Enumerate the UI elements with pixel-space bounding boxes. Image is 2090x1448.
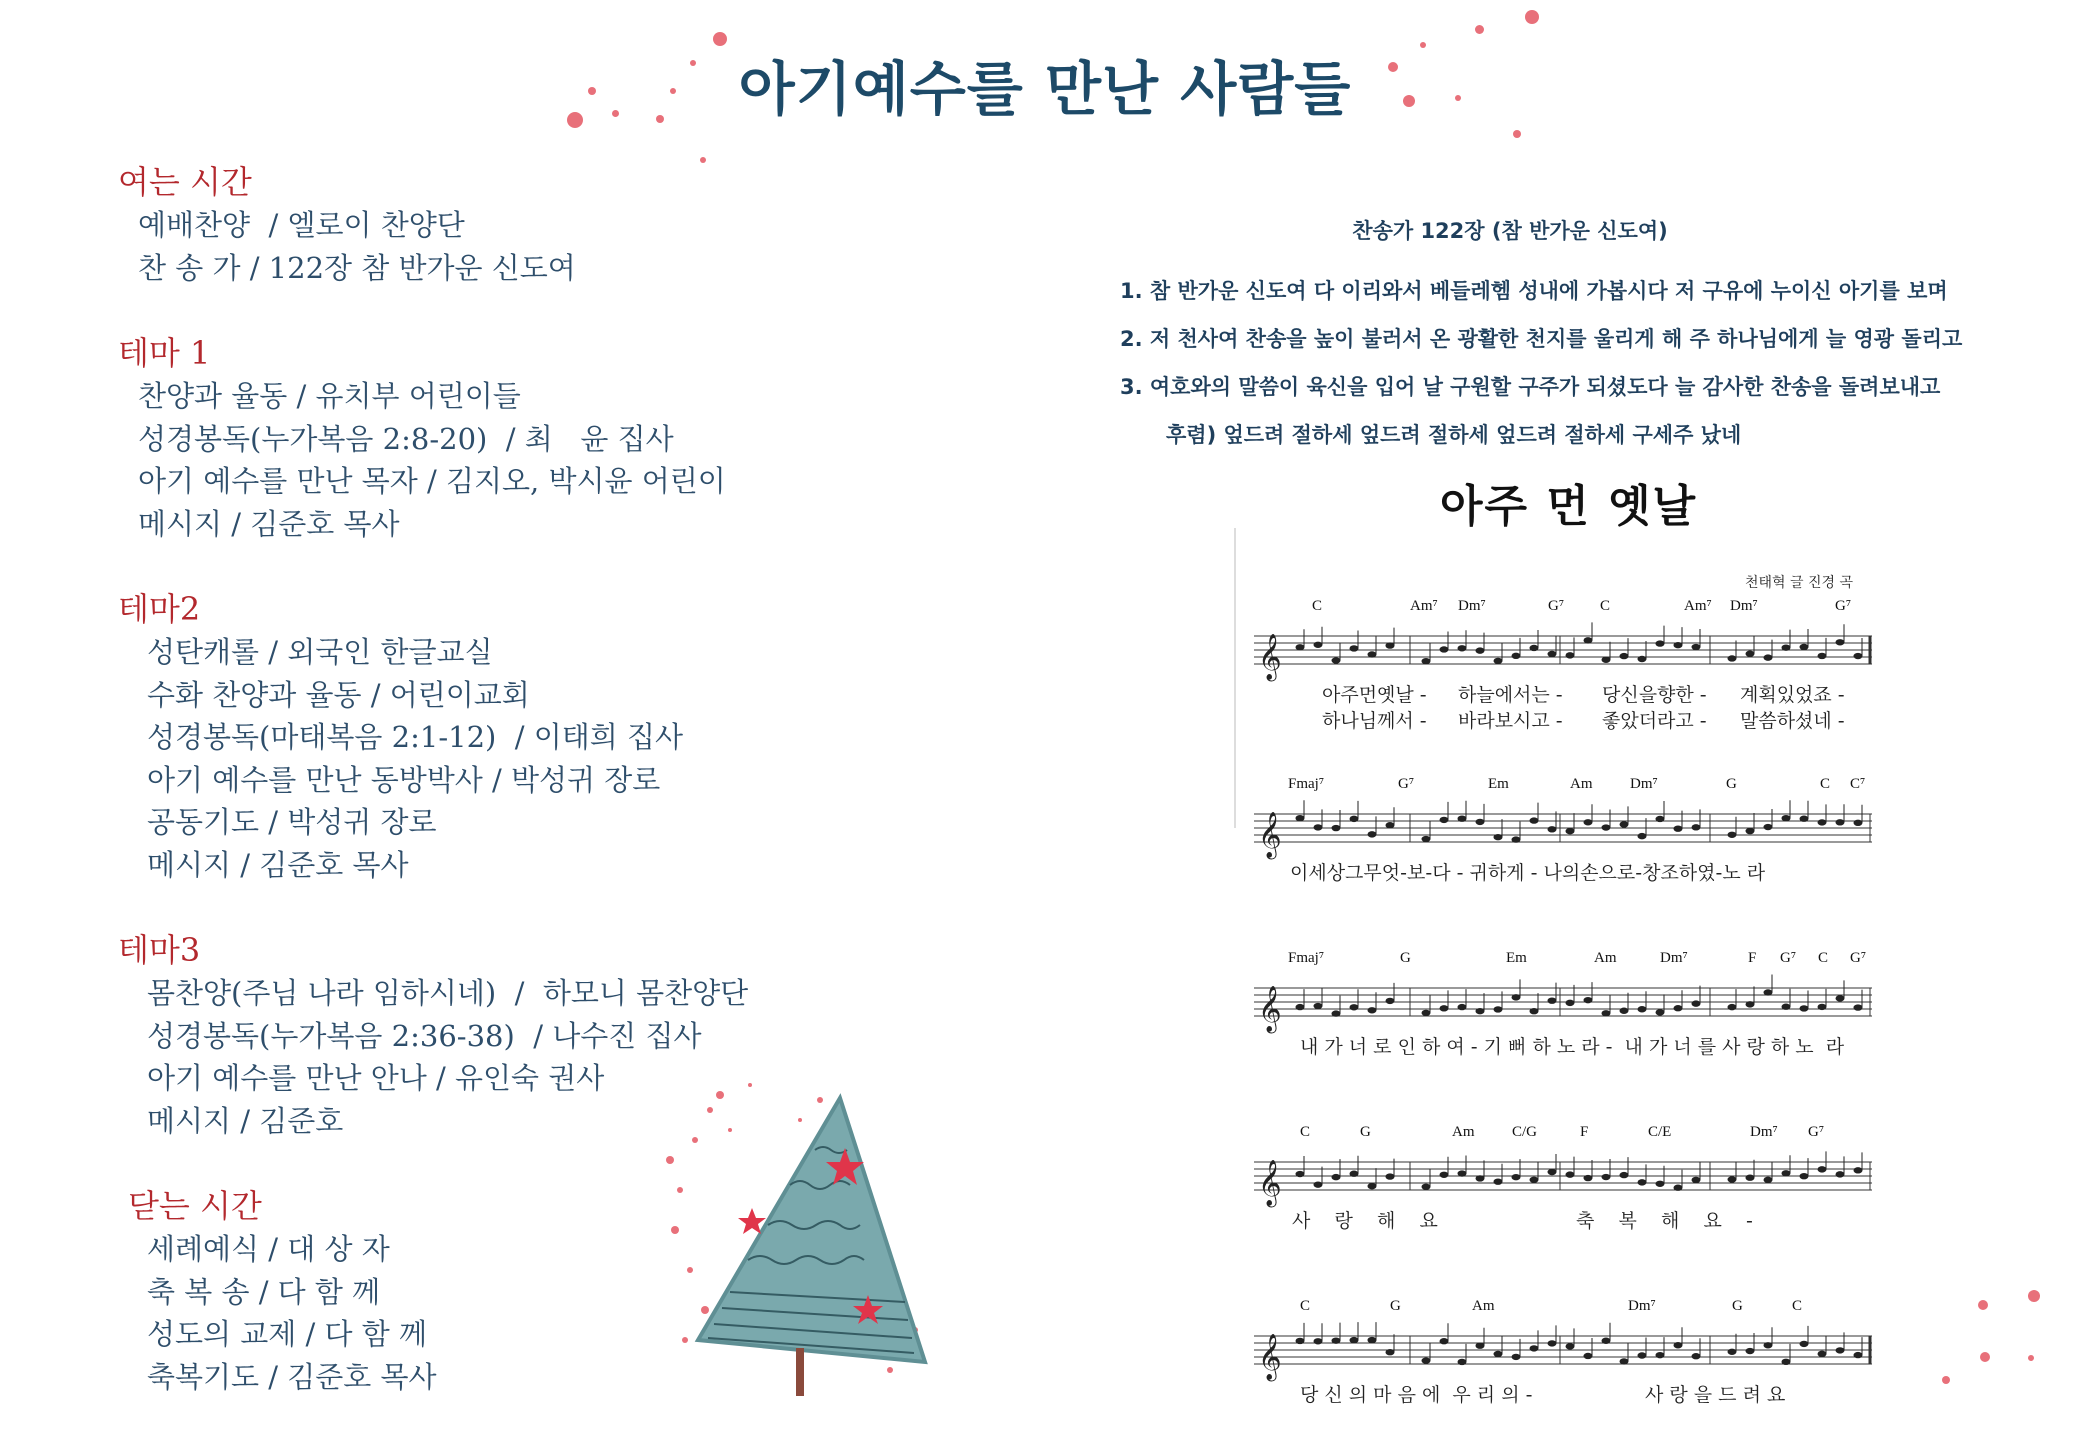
chord: Am⁷ [1410, 598, 1438, 614]
lyric: 하늘에서는 - [1458, 684, 1563, 706]
chord: C [1300, 1298, 1311, 1314]
chord: G⁷ [1808, 1124, 1825, 1140]
section-heading: 테마3 [118, 931, 201, 969]
music-staff [1250, 1148, 1880, 1208]
program-item: 세례예식 / 대 상 자 [147, 1232, 390, 1266]
christmas-tree-icon [650, 1080, 980, 1400]
lyric: 바라보시고 - [1458, 710, 1563, 732]
chord-row [1250, 950, 1880, 974]
lyric: 사 랑 해 요 [1292, 1210, 1438, 1232]
chord: G [1726, 776, 1737, 792]
chord: G⁷ [1780, 950, 1797, 966]
lyric-row [1250, 1382, 1880, 1408]
lyric: 내 가 너 로 인 하 여 - 기 뻐 하 노 라 - 내 가 너 를 사 랑 하 노 라 [1300, 1036, 1845, 1058]
program-item: 메시지 / 김준호 [147, 1103, 344, 1138]
program-item: 성경봉독(누가복음 2:8-20) / 최 윤 집사 [138, 421, 674, 456]
music-staff [1250, 800, 1880, 860]
svg-text:𝄞: 𝄞 [1258, 1160, 1282, 1206]
program-item: 아기 예수를 만난 목자 / 김지오, 박시윤 어린이 [138, 464, 726, 498]
svg-text:𝄞: 𝄞 [1258, 1334, 1282, 1380]
lyric: 말씀하셨네 - [1740, 710, 1845, 732]
lyric: 당신을향한 - [1602, 684, 1707, 706]
song-title: 아주 먼 옛날 [1440, 481, 1698, 532]
chord: G [1390, 1298, 1401, 1314]
program-item: 수화 찬양과 율동 / 어린이교회 [147, 677, 530, 712]
section-heading: 테마2 [118, 590, 201, 628]
program-item: 공동기도 / 박성귀 장로 [147, 805, 437, 839]
chord: G [1732, 1298, 1743, 1314]
svg-text:𝄞: 𝄞 [1258, 634, 1282, 680]
svg-text:𝄞: 𝄞 [1258, 812, 1282, 858]
chord: Fmaj⁷ [1288, 950, 1325, 966]
chord: C [1312, 598, 1323, 614]
lyric: 이세상그무엇-보-다 - 귀하게 - 나의손으로-창조하였-노 라 [1290, 862, 1766, 884]
program-item: 메시지 / 김준호 목사 [147, 847, 409, 882]
hymn-verse: 1. 참 반가운 신도여 다 이리와서 베들레헴 성내에 가봅시다 저 구유에 누이신 아기를 보며 [1120, 279, 1948, 303]
music-staff [1250, 974, 1880, 1034]
lyric-row [1250, 1208, 1880, 1234]
hymn-verse: 3. 여호와의 말씀이 육신을 입어 날 구원할 구주가 되셨도다 늘 감사한 찬송을 돌려보내고 [1120, 375, 1941, 399]
chord: C [1820, 776, 1831, 792]
lyric: 아주먼옛날 - [1322, 684, 1427, 706]
chord: G⁷ [1548, 598, 1565, 614]
section-theme-2 [118, 587, 878, 886]
program-item: 축 복 송 / 다 함 께 [147, 1274, 381, 1309]
chord: G [1360, 1124, 1371, 1140]
lyric-row [1250, 682, 1880, 708]
program-item: 성경봉독(누가복음 2:36-38) / 나수진 집사 [147, 1018, 702, 1053]
hymn-title: 찬송가 122장 (참 반가운 신도여) [1352, 219, 1668, 243]
chord: C⁷ [1850, 776, 1866, 792]
music-row-2 [1250, 776, 1880, 886]
chord: Em [1488, 776, 1509, 792]
music-staff [1250, 622, 1880, 682]
program-item: 아기 예수를 만난 동방박사 / 박성귀 장로 [147, 762, 661, 797]
music-row-1 [1250, 598, 1880, 734]
section-theme-1 [118, 331, 878, 545]
hymn-chorus: 후렴) 엎드려 절하세 엎드려 절하세 엎드려 절하세 구세주 났네 [1166, 423, 1742, 447]
chord: G⁷ [1850, 950, 1867, 966]
program-item: 찬 송 가 / 122장 참 반가운 신도여 [138, 250, 576, 285]
divider [1234, 528, 1236, 828]
lyric: 좋았더라고 - [1602, 710, 1707, 732]
lyric: 축 복 해 요 - [1576, 1210, 1753, 1232]
lyric-row [1250, 860, 1880, 886]
program-item: 성탄캐롤 / 외국인 한글교실 [147, 635, 493, 669]
section-heading: 닫는 시간 [128, 1187, 262, 1225]
chord: Dm⁷ [1628, 1298, 1656, 1314]
music-staff [1250, 1322, 1880, 1382]
lyric: 당 신 의 마 음 에 우 리 의 - [1300, 1384, 1533, 1406]
chord-row [1250, 776, 1880, 800]
music-row-4 [1250, 1124, 1880, 1234]
hymn-verse: 2. 저 천사여 찬송을 높이 불러서 온 광활한 천지를 울리게 해 주 하나님에게 늘 영광 돌리고 [1120, 327, 1963, 351]
chord: C [1818, 950, 1829, 966]
chord: C [1300, 1124, 1311, 1140]
chord: G⁷ [1835, 598, 1852, 614]
chord: F [1748, 950, 1757, 966]
song-credit: 천태혁 글 진경 곡 [1745, 575, 1854, 591]
chord: C [1792, 1298, 1803, 1314]
chord: Dm⁷ [1458, 598, 1486, 614]
music-row-3 [1250, 950, 1880, 1060]
chord: Dm⁷ [1660, 950, 1688, 966]
program-item: 찬양과 율동 / 유치부 어린이들 [138, 379, 521, 413]
chord: Em [1506, 950, 1527, 966]
chord: Am [1570, 776, 1593, 792]
music-row-5 [1250, 1298, 1880, 1408]
section-heading: 여는 시간 [118, 163, 252, 201]
program-item: 축복기도 / 김준호 목사 [147, 1359, 437, 1394]
svg-text:𝄞: 𝄞 [1258, 986, 1282, 1032]
chord-row [1250, 598, 1880, 622]
chord: Dm⁷ [1730, 598, 1758, 614]
chord: Am [1472, 1298, 1495, 1314]
chord: Am⁷ [1684, 598, 1712, 614]
chord: G⁷ [1398, 776, 1415, 792]
program-item: 예배찬양 / 엘로이 찬양단 [138, 208, 465, 242]
chord: C/E [1648, 1124, 1672, 1140]
chord-row [1250, 1298, 1880, 1322]
page-title: 아기예수를 만난 사람들 [738, 55, 1352, 123]
lyric: 하나님께서 - [1322, 710, 1427, 732]
chord: Dm⁷ [1750, 1124, 1778, 1140]
chord-row [1250, 1124, 1880, 1148]
section-opening [118, 160, 878, 289]
chord: Dm⁷ [1630, 776, 1658, 792]
chord: C [1600, 598, 1611, 614]
program-item: 메시지 / 김준호 목사 [138, 506, 400, 541]
lyric-row [1250, 708, 1880, 734]
chord: F [1580, 1124, 1589, 1140]
lyric-row [1250, 1034, 1880, 1060]
program-item: 성도의 교제 / 다 함 께 [147, 1317, 427, 1351]
program-item: 아기 예수를 만난 안나 / 유인숙 권사 [147, 1061, 605, 1095]
chord: Fmaj⁷ [1288, 776, 1325, 792]
section-heading: 테마 1 [118, 334, 211, 372]
program-item: 성경봉독(마태복음 2:1-12) / 이태희 집사 [147, 720, 684, 754]
chord: C/G [1512, 1124, 1538, 1140]
lyric: 계획있었죠 - [1740, 684, 1845, 706]
lyric: 사 랑 을 드 려 요 [1645, 1384, 1786, 1406]
hymn-lyrics [1120, 215, 2080, 459]
program-item: 몸찬양(주님 나라 임하시네) / 하모니 몸찬양단 [147, 976, 749, 1010]
chord: G [1400, 950, 1411, 966]
chord: Am [1594, 950, 1617, 966]
chord: Am [1452, 1124, 1475, 1140]
